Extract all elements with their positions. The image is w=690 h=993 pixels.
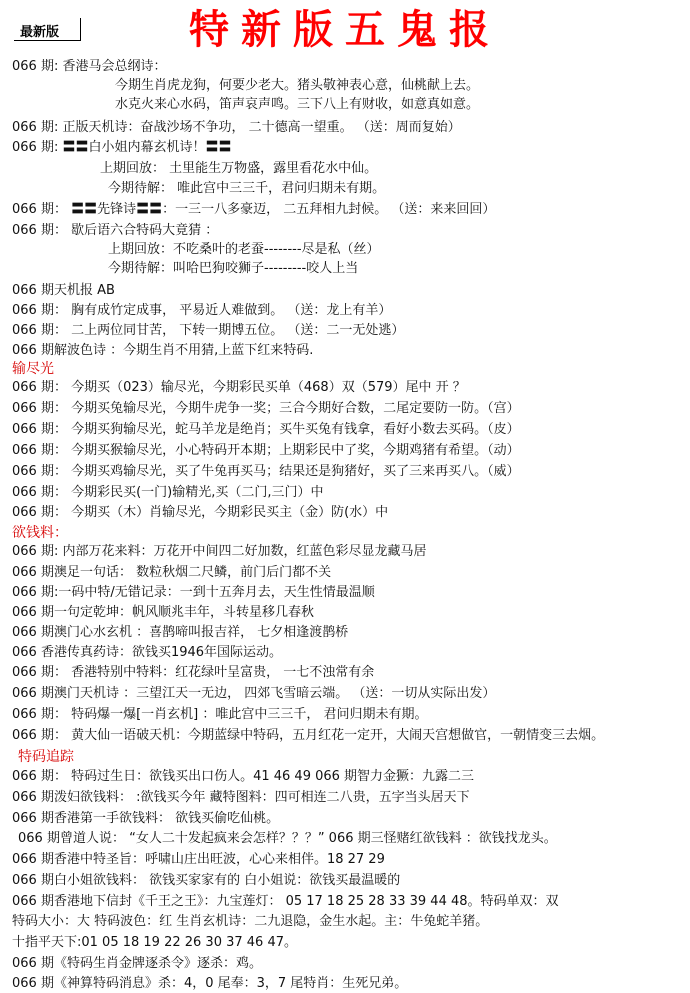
text-line: 066 期： 歇后语六合特码大竟猜 ： <box>12 223 219 238</box>
text-line: 066 期： 今期买（023）输尽光，今期彩民买单（468）双（579）尾中 开 ？ <box>12 380 466 395</box>
text-line: 066 期解波色诗 ：今期生肖不用猜,上蓝下红来特码. <box>12 343 314 358</box>
text-line: 066 期： 〓〓先锋诗〓〓：一三一八多豪迈， 二五拜相九封候。 （送：来来回回） <box>12 202 496 217</box>
text-line: 066 期: 内部万花来料：万花开中间四二好加数，红蓝色彩尽显龙藏马居 <box>12 544 427 559</box>
text-line: 066 期： 今期买（木）肖输尽光，今期彩民买主（金）防(水）中 <box>12 505 389 520</box>
text-line: 066 期天机报 AB <box>12 283 115 298</box>
text-line: 上期回放：不吃桑叶的老蚕--------尽是私（丝） <box>108 242 380 257</box>
text-line: 066 期： 二上两位同甘苦， 下转一期博五位。 （送：二一无处逃） <box>12 323 405 338</box>
text-line: 066 期香港地下信封《千王之王》：九宝莲灯： 05 17 18 25 28 33 39 44 48。特码单双：双 <box>12 894 559 909</box>
text-line: 水克火来心水码，笛声哀声鸣。三下八上有财收，如意真如意。 <box>115 97 480 112</box>
text-line: 066 期澳门心水玄机 ：喜鹊啼叫报吉祥， 七夕相逢渡鹊桥 <box>12 625 349 640</box>
text-line: 066 期： 今期买狗输尽光，蛇马羊龙是绝肖；买牛买兔有钱拿，看好小数去买码。（皮） <box>12 422 520 437</box>
text-line: 066 期： 胸有成竹定成事， 平易近人难做到。 （送：龙上有羊） <box>12 303 392 318</box>
text-line: 066 期一句定乾坤：帆风顺兆丰年，斗转星移几春秋 <box>12 605 314 620</box>
section-heading-tracking: 特码追踪 <box>18 749 74 765</box>
text-line: 今期待解： 唯此宫中三三千，君问归期未有期。 <box>108 181 386 196</box>
text-line: 今期待解：叫哈巴狗咬狮子---------咬人上当 <box>108 261 359 276</box>
text-line: 066 期《神算特码消息》杀：4，0 尾奉：3，7 尾特肖：生死兄弟。 <box>12 976 408 991</box>
text-line: 066 期: 正版天机诗：奋战沙场不争功， 二十德高一望重。 （送：周而复始） <box>12 120 461 135</box>
text-line: 066 期曾道人说： “女人二十发起疯来会怎样？？？” 066 期三怪赌红欲钱料 ：欲钱找龙头。 <box>18 831 557 846</box>
text-line: 066 期： 特码过生日：欲钱买出口伤人。41 46 49 066 期智力金獗：九露二三 <box>12 769 475 784</box>
text-line: 066 期白小姐欲钱料： 欲钱买家家有的 白小姐说：欲钱买最温暖的 <box>12 873 401 888</box>
text-line: 上期回放： 土里能生万物盛，露里看花水中仙。 <box>100 161 378 176</box>
text-line: 066 期： 香港特别中特料：红花绿叶呈富贵， 一七不浊常有余 <box>12 665 375 680</box>
text-line: 066 香港传真药诗：欲钱买1946年国际运动。 <box>12 645 283 660</box>
text-line: 066 期泼妇欲钱料： :欲钱买今年 藏特图料：四可相连二八贵，五字当头居天下 <box>12 790 470 805</box>
page-title: 特新版五鬼报 <box>189 6 501 53</box>
text-line: 066 期:一码中特/无错记录：一到十五奔月去，天生性情最温顺 <box>12 585 375 600</box>
badge-label: 最新版 <box>20 25 60 40</box>
text-line: 066 期： 黄大仙一语破天机：今期蓝绿中特码，五月红花一定开，大闹天宫想做官，一朝情变三去烟。 <box>12 728 605 743</box>
text-line: 特码大小：大 特码波色：红 生肖玄机诗：二九退隐，金生水起。主：牛兔蛇羊猪。 <box>12 914 489 929</box>
text-line: 066 期: 〓〓白小姐内幕玄机诗！〓〓 <box>12 140 232 155</box>
text-line: 066 期： 今期买兔输尽光，今期牛虎争一奖；三合今期好合数，二尾定要防一防。（宫） <box>12 401 520 416</box>
section-heading-money: 欲钱料： <box>12 525 68 541</box>
text-line: 066 期： 今期彩民买(一门)输精光,买（二门,三门）中 <box>12 485 324 500</box>
text-line: 066 期香港中特圣旨：呼啸山庄出旺波，心心来相伴。18 27 29 <box>12 852 385 867</box>
text-line: 066 期澳足一句话： 数粒秋烟二尺鳞，前门后门都不关 <box>12 565 332 580</box>
text-line: 066 期《特码生肖金牌逐杀令》逐杀：鸡。 <box>12 956 262 971</box>
text-line: 066 期： 今期买猴输尽光，小心特码开本期；上期彩民中了奖，今期鸡猪有希望。（动） <box>12 443 520 458</box>
text-line: 066 期： 特码爆一爆[一肖玄机] ：唯此宫中三三千， 君问归期未有期。 <box>12 707 428 722</box>
text-line: 066 期: 香港马会总纲诗： <box>12 59 167 74</box>
section-heading-loss: 输尽光 <box>12 361 54 377</box>
text-line: 066 期： 今期买鸡输尽光，买了牛兔再买马；结果还是狗猪好，买了三来再买八。（威） <box>12 464 520 479</box>
text-line: 十指平天下:01 05 18 19 22 26 30 37 46 47。 <box>12 935 297 950</box>
text-line: 066 期香港第一手欲钱料： 欲钱买偷吃仙桃。 <box>12 811 280 826</box>
text-line: 066 期澳门天机诗 ：三望江天一无边， 四郊飞雪暗云端。 （送：一切从实际出发） <box>12 686 496 701</box>
text-line: 今期生肖虎龙狗，何要少老大。猪头敬神表心意，仙桃献上去。 <box>115 78 480 93</box>
